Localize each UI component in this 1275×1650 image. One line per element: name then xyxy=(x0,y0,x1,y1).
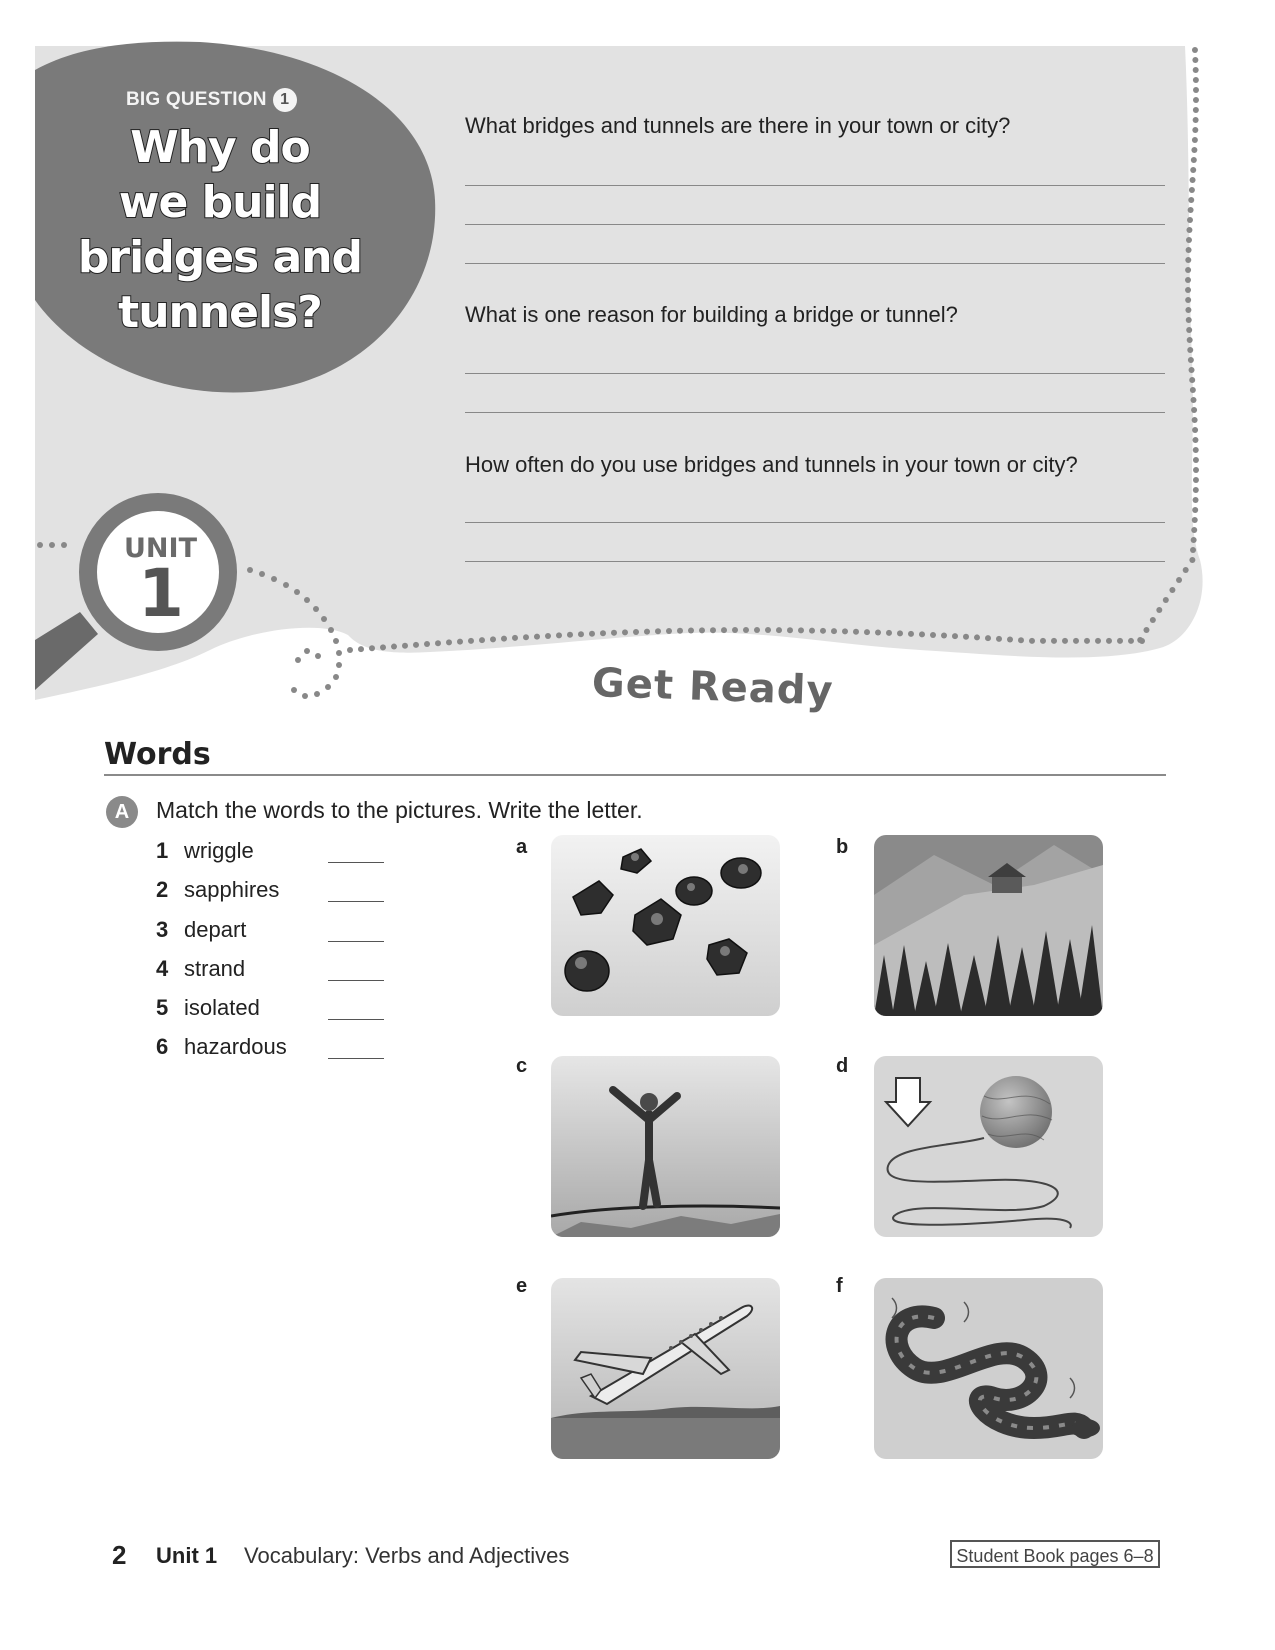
border-dot xyxy=(545,633,551,639)
border-dot xyxy=(919,631,925,637)
border-dot xyxy=(1095,638,1101,644)
border-dot xyxy=(1190,547,1196,553)
border-dot xyxy=(1190,397,1196,403)
border-dot xyxy=(1186,237,1192,243)
border-dot xyxy=(1192,57,1198,63)
answer-line[interactable] xyxy=(465,263,1165,264)
border-dot xyxy=(1018,637,1024,643)
border-dot xyxy=(1191,147,1197,153)
border-dot xyxy=(699,627,705,633)
border-dot xyxy=(1062,638,1068,644)
mountain-cabin-image xyxy=(874,835,1103,1016)
border-dot xyxy=(1186,227,1192,233)
border-dot xyxy=(589,631,595,637)
border-dot xyxy=(611,630,617,636)
word-number: 6 xyxy=(156,1034,169,1059)
border-dot xyxy=(1188,357,1194,363)
word-item xyxy=(156,917,396,947)
border-dot xyxy=(1189,377,1195,383)
section-title: Get Ready xyxy=(591,660,835,715)
border-dot xyxy=(787,627,793,633)
border-dot xyxy=(1169,587,1175,593)
border-dot xyxy=(1192,517,1198,523)
border-dot xyxy=(380,644,386,650)
border-dot xyxy=(1150,617,1156,623)
border-dot xyxy=(1163,597,1169,603)
border-dot xyxy=(1029,638,1035,644)
border-dot xyxy=(1193,497,1199,503)
answer-line[interactable] xyxy=(465,412,1165,413)
word-item xyxy=(156,1034,396,1064)
question-2: What is one reason for building a bridge or tunnel? xyxy=(465,302,958,327)
gemstones-image xyxy=(551,835,780,1016)
border-dot xyxy=(490,636,496,642)
border-dot xyxy=(1193,117,1199,123)
activity-instruction: Match the words to the pictures. Write the letter. xyxy=(156,797,643,823)
border-dot xyxy=(1192,127,1198,133)
big-question-line: tunnels? xyxy=(118,287,322,338)
border-dot xyxy=(1189,557,1195,563)
answer-line[interactable] xyxy=(465,185,1165,186)
answer-blank[interactable] xyxy=(328,980,384,981)
border-dot xyxy=(600,630,606,636)
border-dot xyxy=(347,647,353,653)
words-heading: Words xyxy=(104,737,211,772)
picture-letter-e: e xyxy=(516,1275,528,1297)
border-dot xyxy=(1193,477,1199,483)
big-question-line: bridges and xyxy=(77,232,363,283)
border-dot xyxy=(886,630,892,636)
border-dot xyxy=(688,628,694,634)
border-dot xyxy=(798,627,804,633)
border-dot xyxy=(776,627,782,633)
border-dot xyxy=(1051,638,1057,644)
border-dot xyxy=(1185,297,1191,303)
border-dot xyxy=(644,629,650,635)
border-dot xyxy=(457,639,463,645)
border-dot xyxy=(1084,638,1090,644)
border-dot xyxy=(534,634,540,640)
unit-number: 1 xyxy=(138,555,184,632)
border-dot xyxy=(391,644,397,650)
answer-blank[interactable] xyxy=(328,941,384,942)
border-dot xyxy=(655,628,661,634)
border-dot xyxy=(1128,638,1134,644)
border-dot xyxy=(952,633,958,639)
border-dot xyxy=(468,638,474,644)
word-text: hazardous xyxy=(184,1034,287,1059)
border-dot xyxy=(1193,67,1199,73)
string-ball-image xyxy=(874,1056,1103,1237)
border-dot xyxy=(974,634,980,640)
border-dot xyxy=(1185,287,1191,293)
big-question-line: Why do xyxy=(130,122,310,173)
border-dot xyxy=(1193,97,1199,103)
answer-blank[interactable] xyxy=(328,901,384,902)
border-dot xyxy=(413,642,419,648)
border-dot xyxy=(1191,537,1197,543)
unit-label: UNIT xyxy=(124,533,197,564)
border-dot xyxy=(941,633,947,639)
border-dot xyxy=(710,627,716,633)
big-question-label: BIG QUESTION 1 xyxy=(126,88,316,112)
border-dot xyxy=(743,627,749,633)
picture-letter-f: f xyxy=(836,1275,843,1297)
border-dot xyxy=(1189,187,1195,193)
activity-badge: A xyxy=(106,796,138,828)
border-dot xyxy=(1191,157,1197,163)
border-dot xyxy=(1193,467,1199,473)
border-dot xyxy=(765,627,771,633)
border-dot xyxy=(512,635,518,641)
big-question-line: we build xyxy=(118,177,322,228)
border-dot xyxy=(446,639,452,645)
border-dot xyxy=(1192,507,1198,513)
word-number: 4 xyxy=(156,956,169,981)
border-dot xyxy=(864,629,870,635)
border-dot xyxy=(1185,277,1191,283)
tightrope-walker-image xyxy=(551,1056,780,1237)
border-dot xyxy=(1193,77,1199,83)
border-dot xyxy=(853,629,859,635)
border-dot xyxy=(1176,577,1182,583)
border-dot xyxy=(479,637,485,643)
border-dot xyxy=(1190,177,1196,183)
border-dot xyxy=(732,627,738,633)
border-dot xyxy=(1193,457,1199,463)
footer-title: Vocabulary: Verbs and Adjectives xyxy=(244,1543,570,1568)
border-dot xyxy=(358,646,364,652)
picture-letter-c: c xyxy=(516,1055,528,1077)
border-dot xyxy=(578,631,584,637)
border-dot xyxy=(908,631,914,637)
border-dot xyxy=(1190,387,1196,393)
border-dot xyxy=(622,629,628,635)
border-dot xyxy=(1143,627,1149,633)
border-dot xyxy=(666,628,672,634)
border-dot xyxy=(1191,407,1197,413)
picture-letter-b: b xyxy=(836,836,849,858)
border-dot xyxy=(1193,107,1199,113)
border-dot xyxy=(1192,137,1198,143)
page-number: 2 xyxy=(112,1540,127,1570)
word-number: 3 xyxy=(156,917,169,942)
border-dot xyxy=(1185,267,1191,273)
border-dot xyxy=(1040,638,1046,644)
border-dot xyxy=(556,632,562,638)
border-dot xyxy=(1187,347,1193,353)
word-number: 5 xyxy=(156,995,169,1020)
border-dot xyxy=(1190,167,1196,173)
border-dot xyxy=(1117,638,1123,644)
border-dot xyxy=(985,635,991,641)
border-dot xyxy=(875,629,881,635)
border-dot xyxy=(897,630,903,636)
border-dot xyxy=(1192,437,1198,443)
border-dot xyxy=(1192,417,1198,423)
picture-letter-a: a xyxy=(516,836,528,858)
word-number: 1 xyxy=(156,838,169,863)
border-dot xyxy=(1187,337,1193,343)
border-dot xyxy=(754,627,760,633)
word-item xyxy=(156,995,396,1025)
divider xyxy=(104,774,1166,776)
border-dot xyxy=(1185,257,1191,263)
question-1: What bridges and tunnels are there in your town or city? xyxy=(465,113,1011,138)
border-dot xyxy=(435,640,441,646)
border-dot xyxy=(1186,317,1192,323)
footer-unit: Unit 1 xyxy=(156,1543,218,1568)
picture-letter-d: d xyxy=(836,1055,849,1077)
answer-blank[interactable] xyxy=(328,1019,384,1020)
border-dot xyxy=(402,643,408,649)
word-item xyxy=(156,877,396,907)
student-book-reference: Student Book pages 6–8 xyxy=(950,1540,1160,1568)
answer-blank[interactable] xyxy=(328,862,384,863)
word-item xyxy=(156,956,396,986)
word-number: 2 xyxy=(156,877,169,902)
border-dot xyxy=(1191,527,1197,533)
border-dot xyxy=(831,628,837,634)
word-text: wriggle xyxy=(184,838,254,863)
border-dot xyxy=(1183,567,1189,573)
border-dot xyxy=(1188,207,1194,213)
border-dot xyxy=(1193,447,1199,453)
border-dot xyxy=(1185,307,1191,313)
border-dot xyxy=(369,645,375,651)
border-dot xyxy=(996,636,1002,642)
border-dot xyxy=(1189,367,1195,373)
border-dot xyxy=(820,628,826,634)
border-dot xyxy=(1192,427,1198,433)
answer-line[interactable] xyxy=(465,224,1165,225)
border-dot xyxy=(1186,247,1192,253)
border-dot xyxy=(1192,47,1198,53)
big-question-number: 1 xyxy=(273,88,297,112)
border-dot xyxy=(1187,217,1193,223)
border-dot xyxy=(523,634,529,640)
border-dot xyxy=(842,628,848,634)
word-text: depart xyxy=(184,917,247,942)
border-dot xyxy=(963,634,969,640)
word-text: sapphires xyxy=(184,877,280,902)
question-3: How often do you use bridges and tunnels in your town or city? xyxy=(465,452,1078,477)
word-text: isolated xyxy=(184,995,260,1020)
answer-line[interactable] xyxy=(465,522,1165,523)
border-dot xyxy=(1188,197,1194,203)
border-dot xyxy=(501,636,507,642)
answer-line[interactable] xyxy=(465,373,1165,374)
border-dot xyxy=(677,628,683,634)
word-text: strand xyxy=(184,956,246,981)
border-dot xyxy=(1137,637,1143,643)
border-dot xyxy=(809,628,815,634)
border-dot xyxy=(1106,638,1112,644)
answer-line[interactable] xyxy=(465,561,1165,562)
border-dot xyxy=(1007,637,1013,643)
border-dot xyxy=(633,629,639,635)
answer-blank[interactable] xyxy=(328,1058,384,1059)
border-dot xyxy=(721,627,727,633)
border-dot xyxy=(1186,327,1192,333)
border-dot xyxy=(930,632,936,638)
border-dot xyxy=(1193,87,1199,93)
snake-image xyxy=(874,1278,1103,1459)
border-dot xyxy=(1156,607,1162,613)
border-dot xyxy=(1073,638,1079,644)
airplane-takeoff-image xyxy=(551,1278,780,1459)
border-dot xyxy=(1193,487,1199,493)
word-item xyxy=(156,838,396,868)
border-dot xyxy=(567,632,573,638)
big-question-title xyxy=(60,120,380,340)
border-dot xyxy=(424,641,430,647)
